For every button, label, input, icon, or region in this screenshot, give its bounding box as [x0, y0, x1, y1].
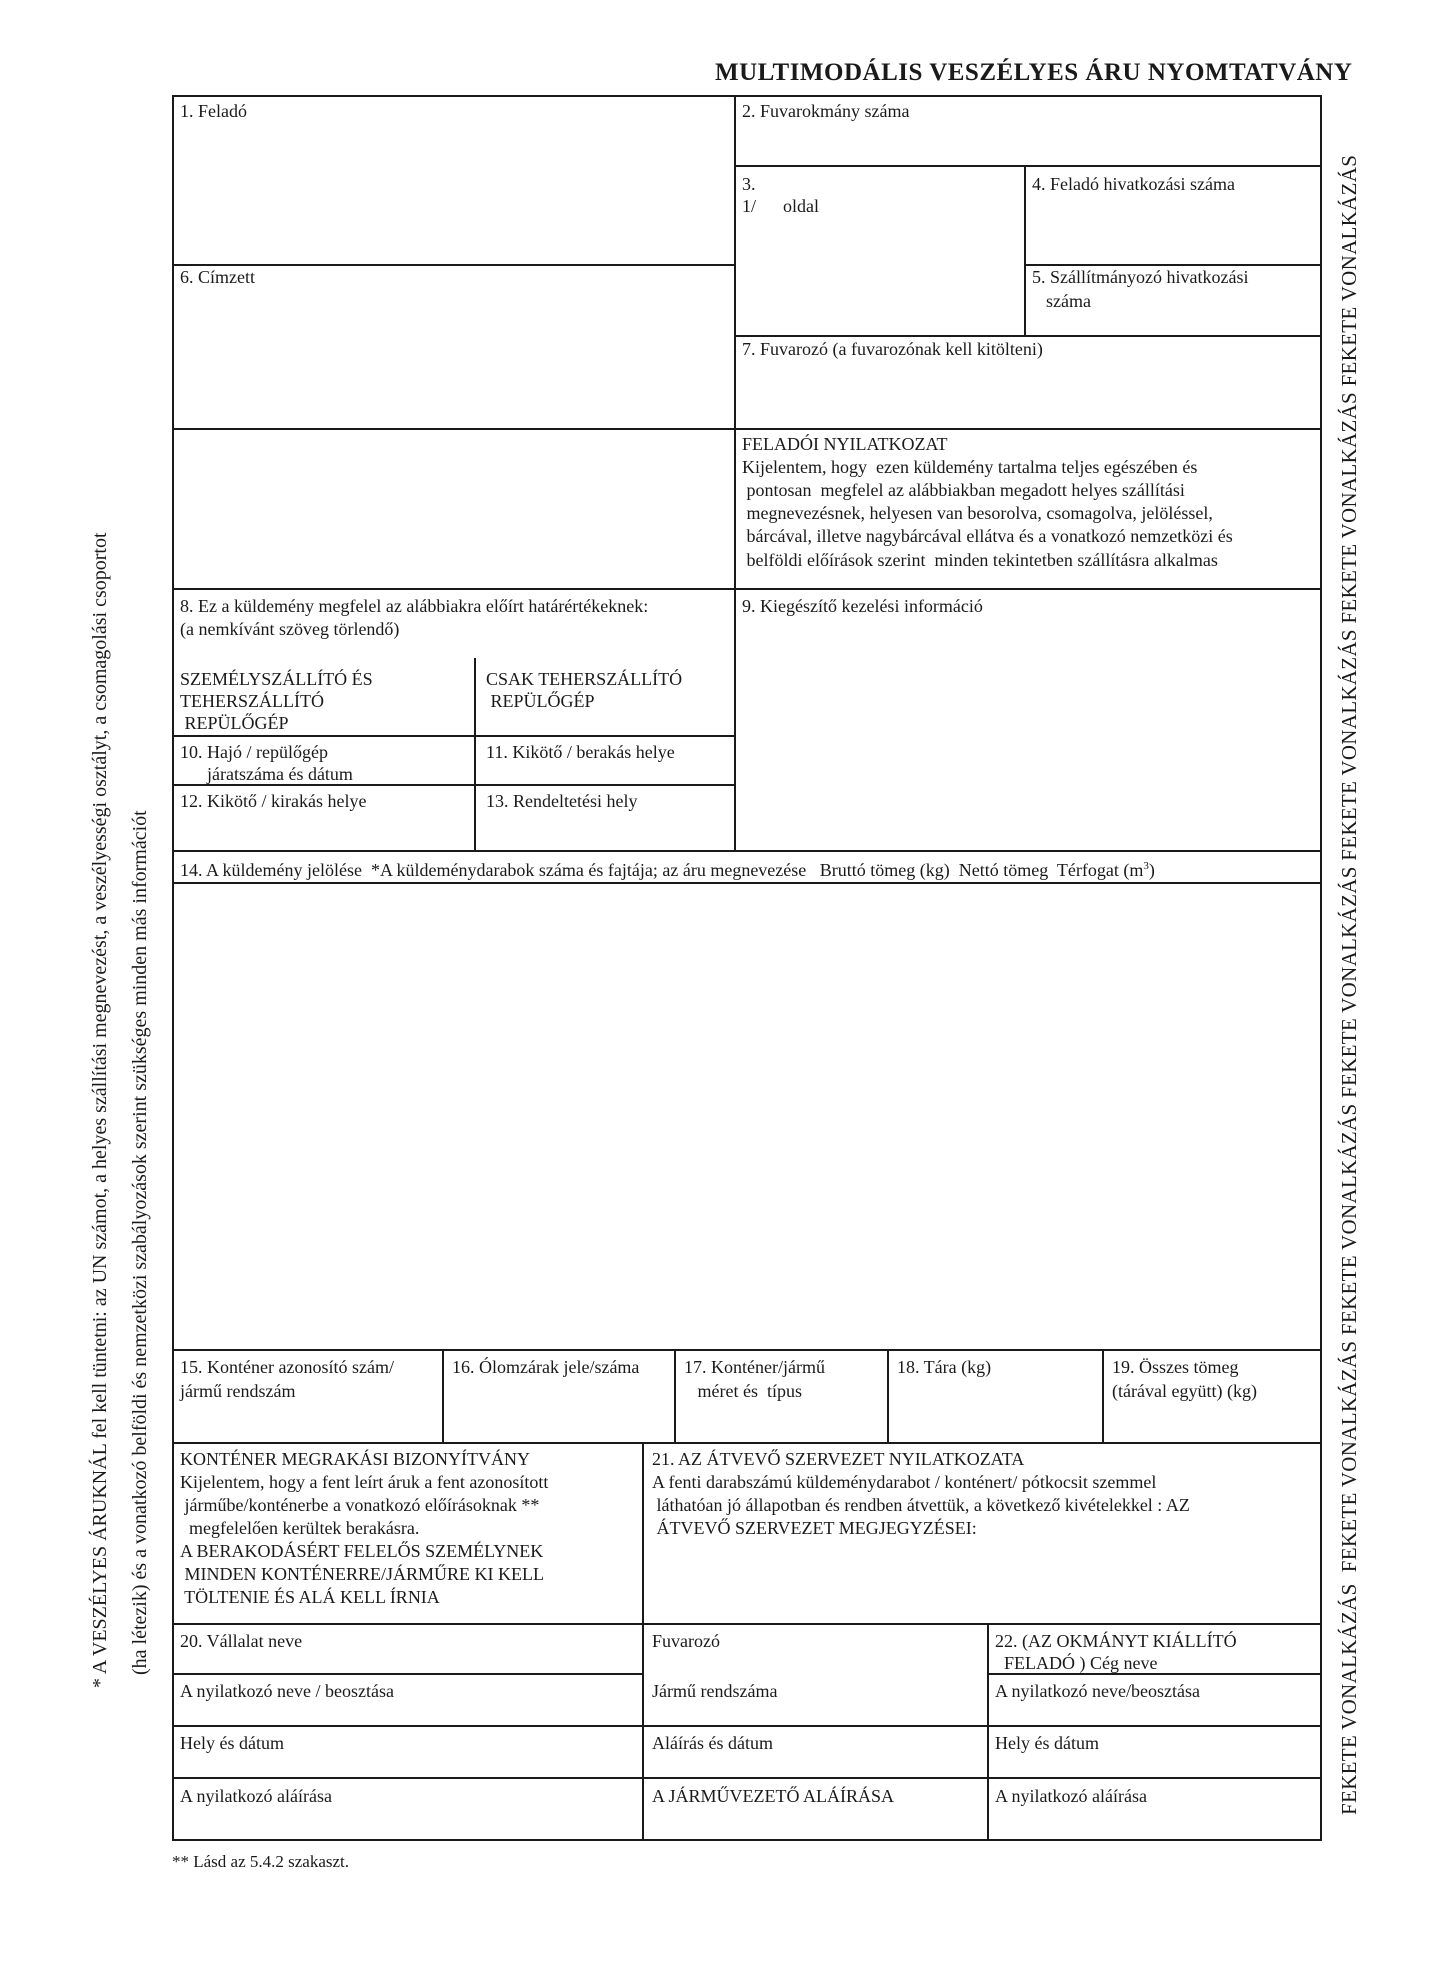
cargo-aircraft-only-option-line: REPÜLŐGÉP: [486, 691, 595, 711]
field-12-port-of-discharge: 12. Kikötő / kirakás helye: [180, 791, 367, 811]
shipper-declaration-line: Kijelentem, hogy ezen küldemény tartalma teljes egészében és: [742, 457, 1198, 477]
footnote: ** Lásd az 5.4.2 szakaszt.: [172, 1852, 350, 1871]
passenger-and-cargo-aircraft-option[interactable]: SZEMÉLYSZÁLLÍTÓ ÉS: [180, 669, 373, 689]
field-21-receiving-declaration: 21. AZ ÁTVEVŐ SZERVEZET NYILATKOZATA: [652, 1449, 1025, 1469]
field-22-issuer-company-cont: FELADÓ ) Cég neve: [995, 1653, 1158, 1673]
field-21-receiving-declaration-line: ÁTVEVŐ SZERVEZET MEGJEGYZÉSEI:: [652, 1518, 977, 1538]
field-5-forwarder-reference: 5. Szállítmányozó hivatkozási: [1032, 267, 1249, 287]
field-9-handling-info: 9. Kiegészítő kezelési információ: [742, 596, 983, 616]
field-15-container-id-cont: jármű rendszám: [180, 1381, 296, 1401]
field-11-port-of-loading: 11. Kikötő / berakás helye: [486, 742, 675, 762]
declarant-signature: A nyilatkozó aláírása: [180, 1786, 332, 1806]
issuer-place-and-date: Hely és dátum: [995, 1733, 1099, 1753]
field-3-page: 1/ oldal: [742, 196, 819, 216]
field-1-shipper: 1. Feladó: [180, 101, 247, 121]
field-21-receiving-declaration-line: láthatóan jó állapotban és rendben átvettük, a következő kivételekkel : AZ: [652, 1495, 1190, 1515]
container-packing-certificate-line: Kijelentem, hogy a fent leírt áruk a fent azonosított: [180, 1472, 549, 1492]
field-14-marks-description: 14. A küldemény jelölése *A küldeménydarabok száma és fajtája; az áru megnevezése Bruttó tömeg (kg) Nettó tömeg Térfogat $(m^3)$: [180, 860, 1155, 880]
field-10-vessel-flight: 10. Hajó / repülőgép: [180, 742, 328, 762]
field-20-company-name: 20. Vállalat neve: [180, 1631, 303, 1651]
issuer-declarant-signature: A nyilatkozó aláírása: [995, 1786, 1147, 1806]
side-black-hatching-label: FEKETE VONALKÁZÁS FEKETE VONALKÁZÁS FEKETE VONALKÁZÁS FEKETE VONALKÁZÁS FEKETE VONALKÁZÁS FEKETE VONALKÁZÁS FEKETE VONALKÁZÁS: [1337, 154, 1361, 1815]
field-3-label: 3.: [742, 174, 756, 194]
field-16-seal-numbers: 16. Ólomzárak jele/száma: [452, 1357, 640, 1377]
field-22-issuer-company: 22. (AZ OKMÁNYT KIÁLLÍTÓ: [995, 1631, 1237, 1651]
shipper-declaration-line: pontosan megfelel az alábbiakban megadott helyes szállítási: [742, 480, 1185, 500]
field-13-destination: 13. Rendeltetési hely: [486, 791, 638, 811]
field-6-consignee: 6. Címzett: [180, 267, 255, 287]
passenger-and-cargo-aircraft-option-line: REPÜLŐGÉP: [180, 713, 289, 733]
form-title: MULTIMODÁLIS VESZÉLYES ÁRU NYOMTATVÁNY: [715, 59, 1353, 86]
container-packing-certificate-line: járműbe/konténerbe a vonatkozó előírásoknak **: [180, 1495, 540, 1515]
field-8-delete-note: (a nemkívánt szöveg törlendő): [180, 619, 400, 639]
field-18-tare: 18. Tára (kg): [897, 1357, 992, 1377]
field-21-receiving-declaration-line: A fenti darabszámú küldeménydarabot / konténert/ pótkocsit szemmel: [652, 1472, 1157, 1492]
field-19-total-weight: 19. Összes tömeg: [1112, 1357, 1239, 1377]
driver-signature: A JÁRMŰVEZETŐ ALÁÍRÁSA: [652, 1786, 895, 1806]
carrier-label: Fuvarozó: [652, 1631, 720, 1651]
shipper-declaration-title: FELADÓI NYILATKOZAT: [742, 434, 948, 454]
shipper-declaration-line: bárcával, illetve nagybárcával ellátva és a vonatkozó nemzetközi és: [742, 526, 1233, 546]
field-4-shipper-reference: 4. Feladó hivatkozási száma: [1032, 174, 1235, 194]
issuer-declarant-name-title: A nyilatkozó neve/beosztása: [995, 1681, 1200, 1701]
shipper-declaration-line: megnevezésnek, helyesen van besorolva, csomagolva, jelöléssel,: [742, 503, 1213, 523]
container-packing-certificate-line: MINDEN KONTÉNERRE/JÁRMŰRE KI KELL: [180, 1564, 544, 1584]
field-17-container-size-type: 17. Konténer/jármű: [684, 1357, 825, 1377]
field-19-total-weight-cont: (tárával együtt) (kg): [1112, 1381, 1257, 1401]
cargo-aircraft-only-option[interactable]: CSAK TEHERSZÁLLÍTÓ: [486, 669, 683, 689]
passenger-and-cargo-aircraft-option-line: TEHERSZÁLLÍTÓ: [180, 691, 324, 711]
field-10-vessel-flight-cont: járatszáma és dátum: [180, 764, 353, 784]
vehicle-registration: Jármű rendszáma: [652, 1681, 778, 1701]
field-15-container-id: 15. Konténer azonosító szám/: [180, 1357, 394, 1377]
container-packing-certificate-line: megfelelően kerültek berakásra.: [180, 1518, 420, 1538]
field-5-forwarder-reference-cont: száma: [1046, 291, 1091, 311]
declarant-name-title: A nyilatkozó neve / beosztása: [180, 1681, 394, 1701]
side-note-other-info: (ha létezik) és a vonatkozó belföldi és nemzetközi szabályozások szerint szükséges minden más információt: [129, 810, 151, 1675]
place-and-date: Hely és dátum: [180, 1733, 284, 1753]
field-17-container-size-type-cont: méret és típus: [684, 1381, 802, 1401]
carrier-signature-date: Aláírás és dátum: [652, 1733, 773, 1753]
field-8-limits: 8. Ez a küldemény megfelel az alábbiakra előírt határértékeknek:: [180, 596, 649, 616]
shipper-declaration-line: belföldi előírások szerint minden tekintetben szállításra alkalmas: [742, 550, 1218, 570]
field-7-carrier: 7. Fuvarozó (a fuvarozónak kell kitölteni): [742, 339, 1043, 359]
container-packing-certificate-title: KONTÉNER MEGRAKÁSI BIZONYÍTVÁNY: [180, 1449, 530, 1469]
container-packing-certificate-line: TÖLTENIE ÉS ALÁ KELL ÍRNIA: [180, 1587, 440, 1607]
container-packing-certificate-line: A BERAKODÁSÉRT FELELŐS SZEMÉLYNEK: [180, 1541, 544, 1561]
field-2-document-number: 2. Fuvarokmány száma: [742, 101, 910, 121]
side-note-dangerous-goods: * A VESZÉLYES ÁRUKNÁL fel kell tüntetni: az UN számot, a helyes szállítási megnevezést, a veszélyességi osztályt, a csomagolási csoportot: [89, 532, 111, 1688]
